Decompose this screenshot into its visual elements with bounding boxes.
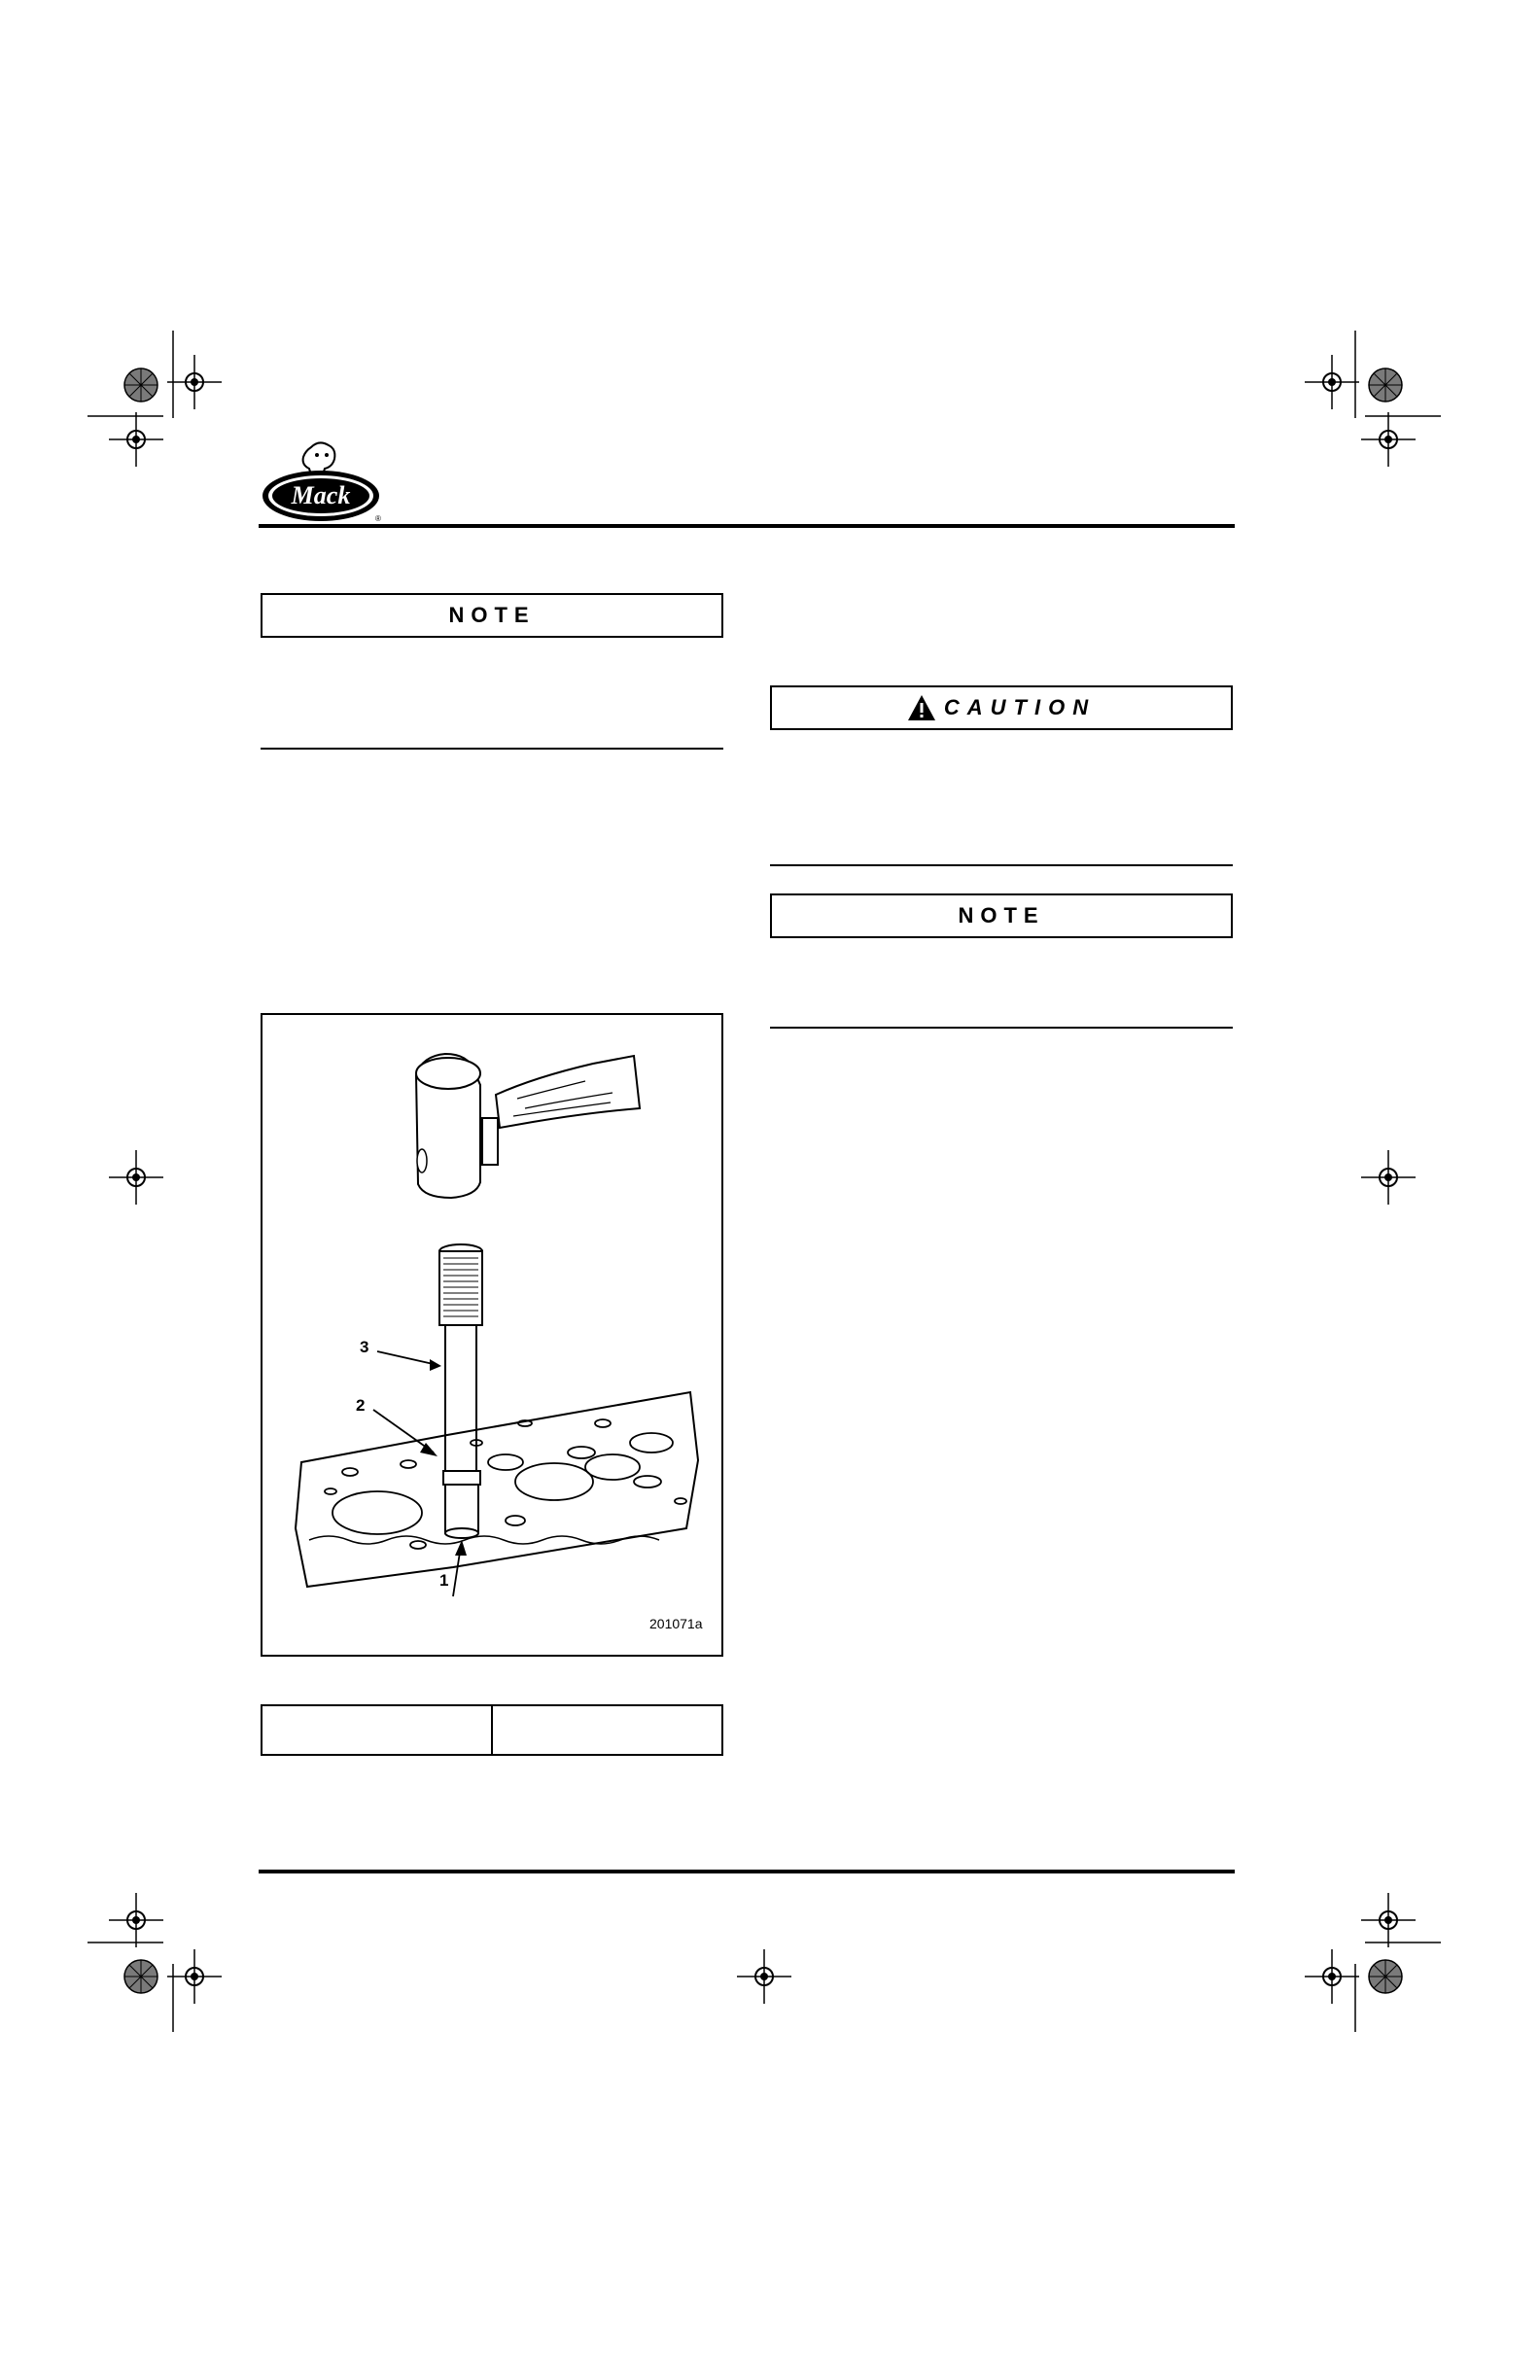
legend-table [261,1704,723,1756]
crosshair-target-icon [1361,1150,1416,1205]
color-register-disc-icon [1369,1960,1402,1993]
caution-heading: CAUTION [943,695,1097,719]
left-note-heading-box [261,593,723,638]
crosshair-target-icon [1305,1949,1359,2004]
figure-id: 201071a [649,1616,703,1631]
legend-cell-right [491,1706,721,1754]
crosshair-target-icon [109,412,163,467]
legend-cell-left [262,1706,491,1754]
crosshair-target-icon [1305,355,1359,409]
hammer-driver-illustration [262,1015,721,1655]
callout-3: 3 [360,1338,369,1356]
color-register-disc-icon [1369,368,1402,402]
caution-heading-box [770,685,1233,730]
warning-triangle-icon [907,694,936,721]
crosshair-target-icon [737,1949,791,2004]
right-note-heading: NOTE [958,903,1045,928]
caution-end-rule [770,864,1233,866]
crosshair-target-icon [167,355,222,409]
color-register-disc-icon [124,368,158,402]
right-note-end-rule [770,1027,1233,1029]
crosshair-target-icon [1361,412,1416,467]
right-note-heading-box [770,893,1233,938]
mack-logo [261,438,387,523]
left-note-heading: NOTE [448,603,536,627]
crosshair-target-icon [109,1893,163,1947]
footer-rule [259,1870,1235,1873]
crosshair-target-icon [109,1150,163,1205]
left-note-end-rule [261,748,723,750]
logo-wordmark: Mack [291,481,351,509]
logo-registered-mark: ® [375,514,381,523]
color-register-disc-icon [124,1960,158,1993]
bulldog-logo-icon [261,438,387,523]
crosshair-target-icon [167,1949,222,2004]
figure-frame [261,1013,723,1657]
callout-2: 2 [356,1396,366,1415]
header-rule [259,524,1235,528]
callout-1: 1 [439,1571,449,1590]
crosshair-target-icon [1361,1893,1416,1947]
